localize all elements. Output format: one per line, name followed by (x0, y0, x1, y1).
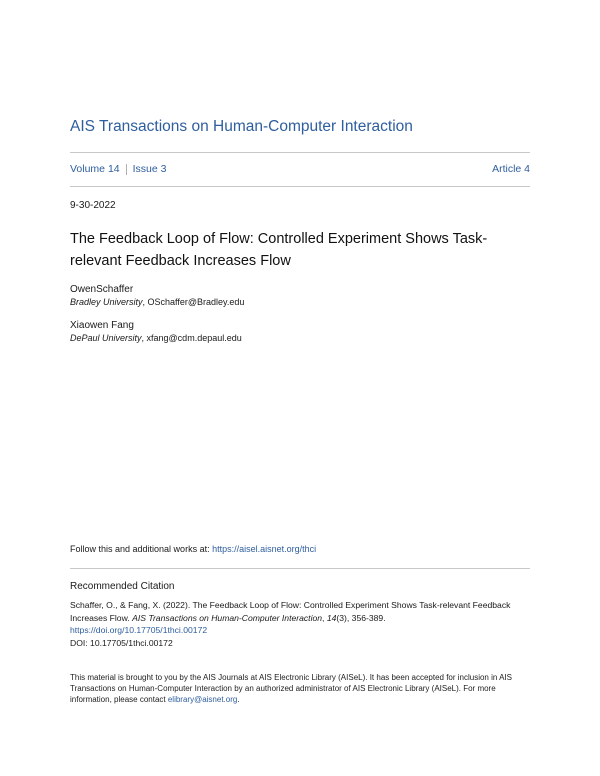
author-name: Xiaowen Fang (70, 320, 134, 331)
paper-title: The Feedback Loop of Flow: Controlled Experiment Shows Task-relevant Feedback Increases Flow (70, 231, 488, 269)
author-email: , xfang@cdm.depaul.edu (141, 333, 242, 343)
divider (70, 152, 530, 153)
repository-link[interactable]: https://aisel.aisnet.org/thci (212, 544, 317, 554)
author-block (70, 284, 244, 307)
follow-line (70, 544, 316, 554)
author-email: , OSchaffer@Bradley.edu (142, 297, 245, 307)
citation-lead: Schaffer, O., & Fang, X. (2022). The Feedback Loop of Flow: Controlled Experiment Shows Task-relevant Feedback Increases Flow. (70, 600, 511, 623)
footer-end: . (237, 695, 240, 704)
author-institution: DePaul University (70, 333, 142, 343)
volume-link[interactable]: Volume 14 (70, 163, 120, 175)
author-name: OwenSchaffer (70, 284, 134, 295)
citation-journal: AIS Transactions on Human-Computer Interaction (132, 612, 323, 623)
footer-notice (70, 672, 530, 705)
doi-text: DOI: 10.17705/1thci.00172 (70, 637, 173, 648)
citation-text (70, 599, 530, 649)
separator (126, 164, 127, 175)
footer-text: This material is brought to you by the AIS Journals at AIS Electronic Library (AISeL). It has been accepted for inclusion in AIS Transactions on Human-Computer Interaction by an authorized administrator of AIS Electronic Library (AISeL). For more information, please contact (70, 673, 513, 704)
issue-info (70, 163, 530, 175)
publication-date: 9-30-2022 (70, 200, 116, 211)
author-block (70, 320, 242, 343)
doi-link[interactable]: https://doi.org/10.17705/1thci.00172 (70, 625, 208, 635)
cover-page (70, 0, 530, 776)
follow-text: Follow this and additional works at: (70, 544, 213, 554)
author-institution: Bradley University (70, 297, 143, 307)
citation-pages: (3), 356-389. (336, 612, 386, 623)
author-affiliation (70, 333, 242, 343)
contact-email-link[interactable]: elibrary@aisnet.org (167, 695, 238, 704)
citation-volume: 14 (326, 612, 337, 623)
journal-title-link[interactable]: AIS Transactions on Human-Computer Interaction (70, 118, 413, 135)
article-link[interactable]: Article 4 (492, 163, 530, 175)
divider (70, 186, 530, 187)
recommended-citation-heading: Recommended Citation (70, 581, 175, 592)
divider (70, 568, 530, 569)
issue-link[interactable]: Issue 3 (132, 163, 167, 175)
citation-sep: , (322, 612, 327, 623)
author-affiliation (70, 297, 244, 307)
